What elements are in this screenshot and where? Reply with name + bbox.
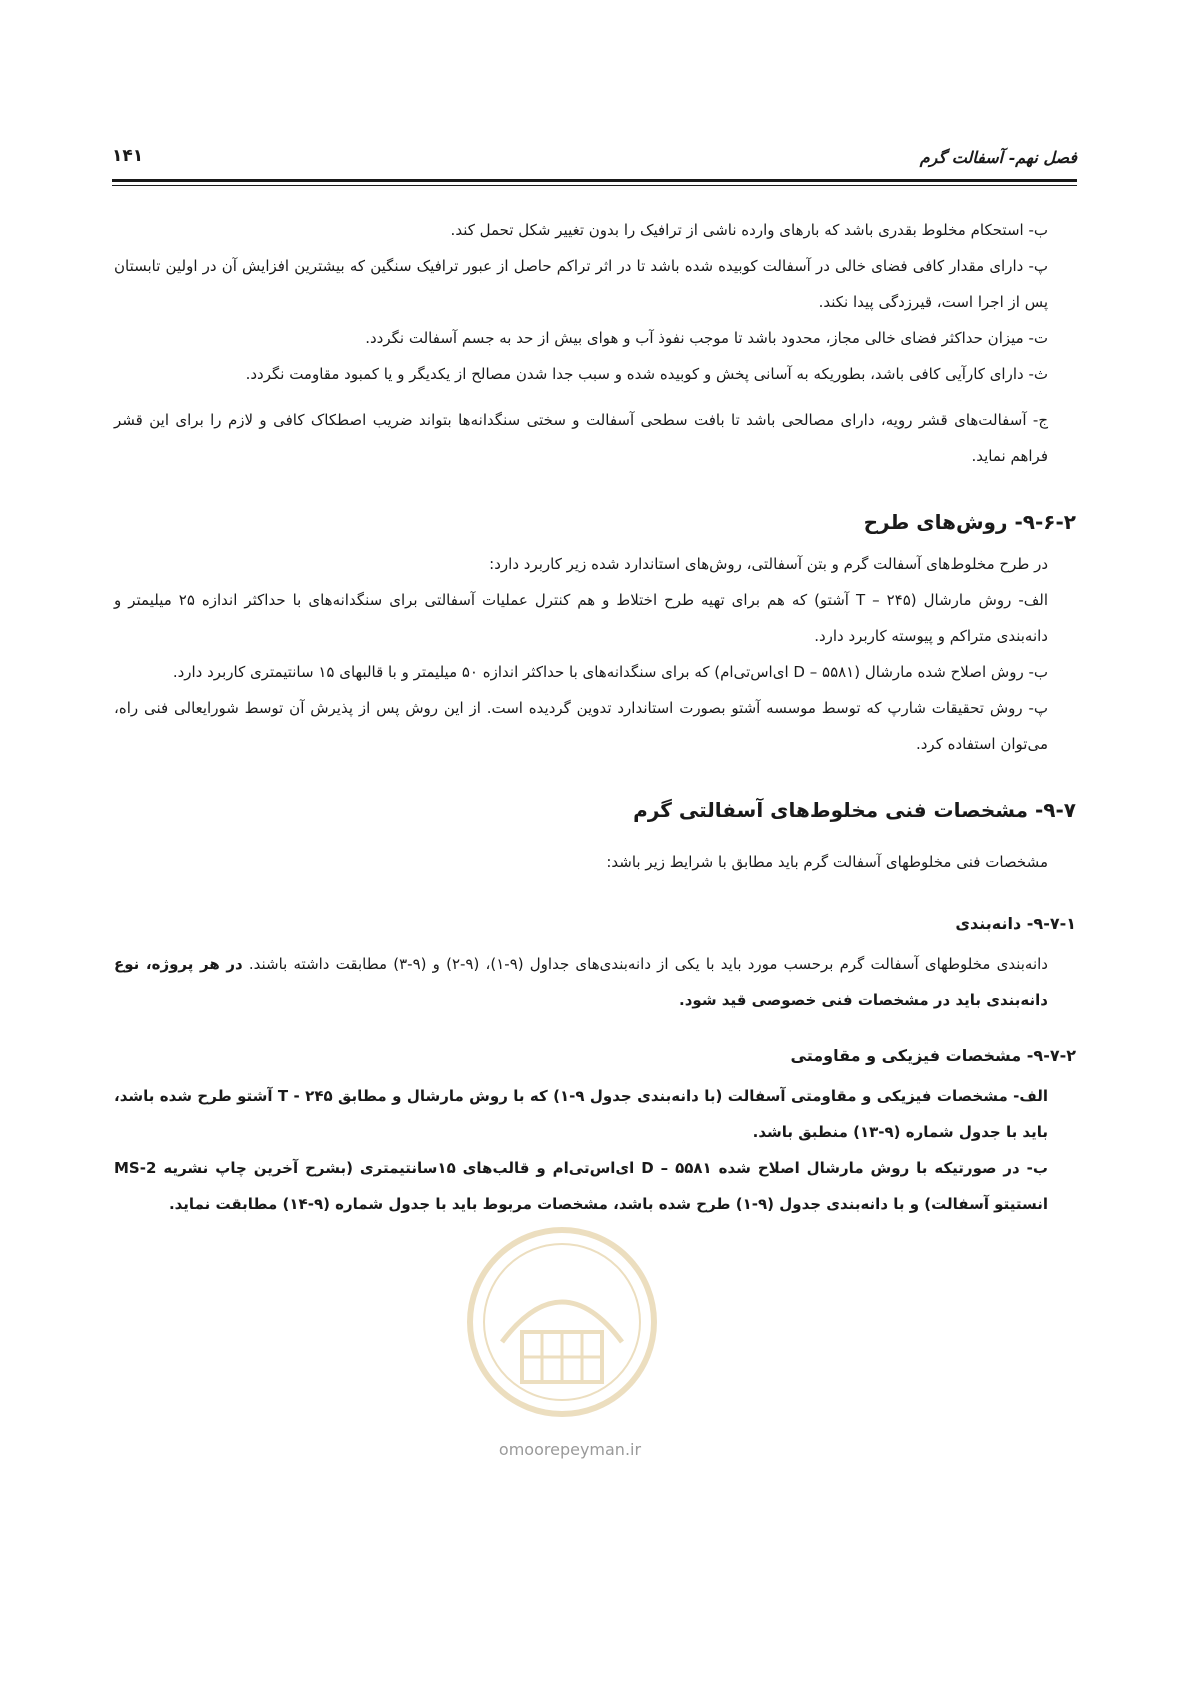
spacer: [114, 1018, 1076, 1028]
gradation-bold-note: در هر پروژه، نوع دانه‌بندی باید در مشخصات فنی خصوصی قید شود.: [114, 955, 1048, 1009]
section-heading-9-7-1: ۹-۷-۱- دانه‌بندی: [955, 914, 1076, 933]
spacer: [114, 474, 1076, 490]
method-item-pe: پ- روش تحقیقات شارپ که توسط موسسه آشتو بصورت استاندارد تدوین گردیده است. از این روش پس از پذیرش آن توسط شورایعالی فنی راه، می‌توان استفاده کرد.: [114, 699, 1048, 753]
header-rule-thick: [112, 179, 1077, 182]
section-intro: مشخصات فنی مخلوطهای آسفالت گرم باید مطابق با شرایط زیر باشد:: [606, 853, 1048, 871]
watermark-logo-icon: [462, 1222, 662, 1422]
watermark-text: omoorepeyman.ir: [498, 1440, 642, 1459]
page-body: [114, 212, 1076, 1222]
paragraph-th: ث- دارای کارآیی کافی باشد، بطوریکه به آسانی پخش و کوبیده شده و سبب جدا شدن مصالح از یکدیگر و یا کمبود مقاومت نگردد.: [245, 365, 1048, 383]
paragraph-b: ب- استحکام مخلوط بقدری باشد که بارهای وارده ناشی از ترافیک را بدون تغییر شکل تحمل کند.: [450, 221, 1048, 239]
spacer: [114, 834, 1076, 844]
page-header: [112, 146, 1077, 174]
method-item-alef: الف- روش مارشال (۲۴۵ – T آشتو) که هم برای تهیه طرح اختلاط و هم کنترل عملیات آسفالتی برای سنگدانه‌های با حداکثر اندازه ۲۵ میلیمتر و دانه‌بندی متراکم و پیوسته کاربرد دارد.: [114, 591, 1048, 645]
paragraph-t: ت- میزان حداکثر فضای خالی مجاز، محدود باشد تا موجب نفوذ آب و هوای بیش از حد به جسم آسفالت نگردد.: [365, 329, 1048, 347]
header-rule-thin: [112, 185, 1077, 186]
section-heading-9-7: ۹-۷- مشخصات فنی مخلوط‌های آسفالتی گرم: [633, 798, 1076, 822]
section-heading-9-6-2: ۹-۶-۲- روش‌های طرح: [863, 510, 1076, 534]
page-number: ۱۴۱: [112, 146, 144, 166]
gradation-text: دانه‌بندی مخلوطهای آسفالت گرم برحسب مورد باید با یکی از دانه‌بندی‌های جداول (۹-۱)، (۹-۲) و (۹-۳) مطابقت داشته باشند.: [248, 955, 1048, 973]
chapter-title: فصل نهم- آسفالت گرم: [919, 148, 1077, 167]
gradation-paragraph: [114, 946, 1076, 1018]
paragraph-j: ج- آسفالت‌های قشر رویه، دارای مصالحی باشد تا بافت سطحی آسفالت و سختی سنگدانه‌ها بتواند ضریب اصطکاک کافی و لازم را برای این قشر فراهم نماید.: [114, 411, 1048, 465]
spacer: [114, 880, 1076, 896]
paragraph-p: پ- دارای مقدار کافی فضای خالی در آسفالت کوبیده شده باشد تا در اثر تراکم حاصل از عبور ترافیک سنگین که بیشترین افزایش آن در اولین تابستان پس از اجرا است، قیرزدگی پیدا نکند.: [114, 257, 1048, 311]
spacer: [114, 392, 1076, 402]
method-item-be: ب- روش اصلاح شده مارشال (۵۵۸۱ – D ای‌اس‌تی‌ام) که برای سنگدانه‌های با حداکثر اندازه ۵۰ میلیمتر و با قالبهای ۱۵ سانتیمتری کاربرد دارد.: [172, 663, 1048, 681]
section-heading-9-7-2: ۹-۷-۲- مشخصات فیزیکی و مقاومتی: [790, 1046, 1076, 1065]
spacer: [114, 762, 1076, 778]
physical-item-alef: الف- مشخصات فیزیکی و مقاومتی آسفالت (با دانه‌بندی جدول ۹-۱) که با روش مارشال و مطابق ۲۴۵ - T آشتو طرح شده باشد، باید با جدول شماره (۹-۱۳) منطبق باشد.: [114, 1087, 1049, 1141]
section-intro: در طرح مخلوط‌های آسفالت گرم و بتن آسفالتی، روش‌های استاندارد شده زیر کاربرد دارد:: [489, 555, 1048, 573]
physical-item-be: ب- در صورتیکه با روش مارشال اصلاح شده ۵۵۸۱ – D ای‌اس‌تی‌ام و قالب‌های ۱۵سانتیمتری (بشرح آخرین چاپ نشریه MS-2 انستیتو آسفالت) و با دانه‌بندی جدول (۹-۱) طرح شده باشد، مشخصات مربوط باید با جدول شماره (۹-۱۴) مطابقت نماید.: [114, 1159, 1048, 1213]
